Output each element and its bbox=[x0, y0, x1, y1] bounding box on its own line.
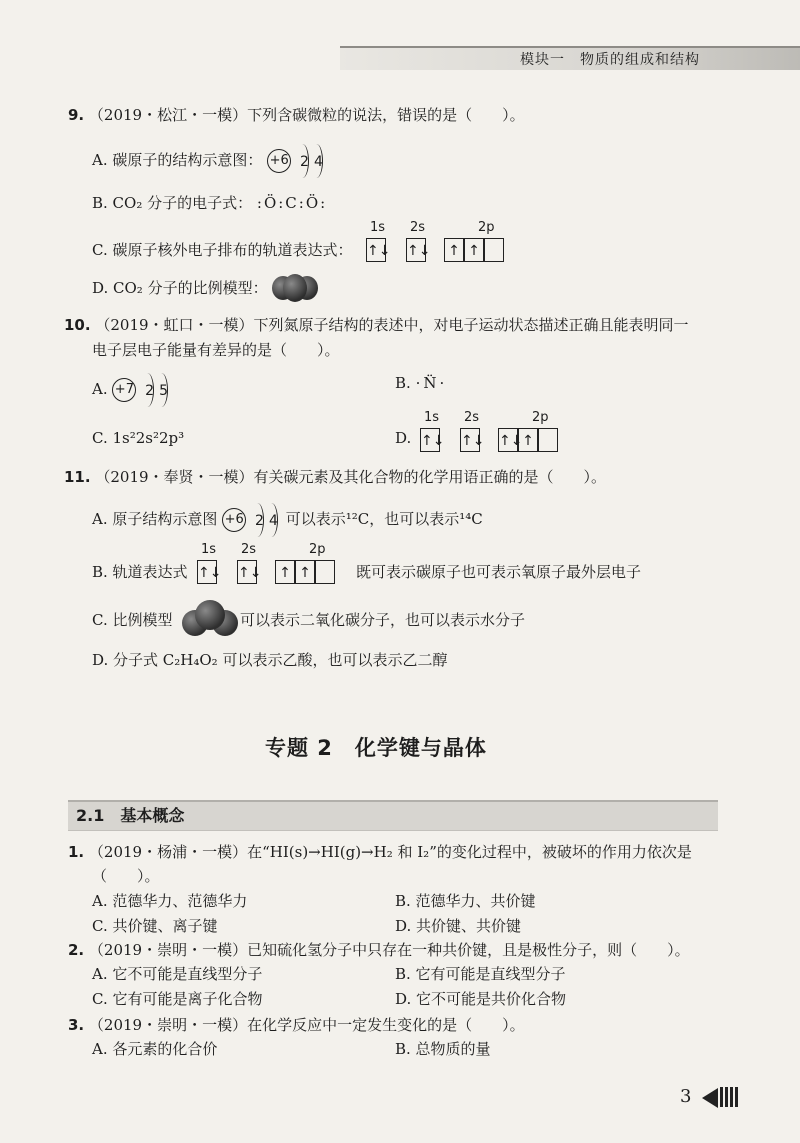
orbital-box bbox=[538, 428, 558, 452]
section-heading: 2.1 基本概念 bbox=[76, 806, 185, 825]
header-module-title: 模块一 物质的组成和结构 bbox=[520, 52, 700, 68]
option-label: A. 原子结构示意图 bbox=[92, 510, 218, 528]
nucleus-circle: +6 bbox=[267, 149, 291, 173]
question-text: （2019・松江・一模）下列含碳微粒的说法，错误的是（ ）。 bbox=[88, 106, 525, 124]
orbital-box: ↑↓ bbox=[460, 428, 480, 452]
orbital-label: 2p bbox=[532, 410, 549, 425]
question-number: 9. bbox=[68, 106, 85, 124]
q10-option-d-label: D. bbox=[395, 429, 412, 447]
orbital-label: 2p bbox=[478, 220, 495, 235]
three-atom-space-filling-model bbox=[182, 600, 238, 638]
shell-count: 2 bbox=[145, 383, 155, 399]
option-label: D. CO₂ 分子的比例模型： bbox=[92, 279, 268, 297]
q9-option-a bbox=[92, 144, 336, 178]
s3-option-a: A. 各元素的化合价 bbox=[92, 1040, 218, 1058]
co2-space-filling-model bbox=[272, 274, 318, 302]
q11-orbital-diagram bbox=[197, 542, 367, 588]
orbital-label: 2p bbox=[309, 542, 326, 557]
nucleus-circle: +6 bbox=[222, 508, 246, 532]
option-label: A. 碳原子的结构示意图： bbox=[92, 151, 263, 169]
orbital-box: ↑↓ bbox=[498, 428, 518, 452]
orbital-label: 1s bbox=[424, 410, 440, 425]
s1-option-c: C. 共价键、离子键 bbox=[92, 917, 218, 935]
q9-option-b bbox=[92, 193, 327, 213]
q9-option-d bbox=[92, 278, 268, 298]
section-question-2-stem bbox=[68, 940, 690, 960]
nucleus-circle: +7 bbox=[112, 378, 136, 402]
question-10-stem-line2: 电子层电子能量有差异的是（ ）。 bbox=[92, 341, 340, 359]
option-label: B. CO₂ 分子的电子式： bbox=[92, 194, 253, 212]
orbital-box: ↑↓ bbox=[237, 560, 257, 584]
option-label: A. bbox=[92, 380, 108, 398]
shell-count: 4 bbox=[313, 154, 323, 170]
orbital-label: 2s bbox=[241, 542, 257, 557]
orbital-box: ↑ bbox=[518, 428, 538, 452]
s2-option-b: B. 它有可能是直线型分子 bbox=[395, 965, 566, 983]
orbital-box bbox=[315, 560, 335, 584]
question-text: （2019・奉贤・一模）有关碳元素及其化合物的化学用语正确的是（ ）。 bbox=[95, 468, 607, 486]
question-9-stem bbox=[68, 105, 525, 125]
q10-option-b bbox=[395, 373, 447, 393]
question-number: 11. bbox=[64, 468, 91, 486]
orbital-label: 2s bbox=[464, 410, 480, 425]
question-number: 3. bbox=[68, 1016, 85, 1034]
s3-option-b: B. 总物质的量 bbox=[395, 1040, 491, 1058]
s1-option-a: A. 范德华力、范德华力 bbox=[92, 892, 248, 910]
orbital-box: ↑↓ bbox=[366, 238, 386, 262]
s1-option-b: B. 范德华力、共价键 bbox=[395, 892, 536, 910]
orbital-box: ↑ bbox=[295, 560, 315, 584]
q10-option-a bbox=[92, 373, 181, 407]
question-10-stem bbox=[64, 315, 689, 335]
orbital-box: ↑↓ bbox=[197, 560, 217, 584]
q10-option-c: C. 1s²2s²2p³ bbox=[92, 429, 185, 447]
electron-shells bbox=[296, 144, 336, 178]
question-text: （2019・崇明・一模）在化学反应中一定发生变化的是（ ）。 bbox=[88, 1016, 525, 1034]
page-tab-marks bbox=[720, 1087, 738, 1107]
section-question-1-stem-line2: （ ）。 bbox=[92, 867, 160, 885]
s2-option-d: D. 它不可能是共价化合物 bbox=[395, 990, 567, 1008]
q11-option-c-label: C. 比例模型 bbox=[92, 611, 173, 629]
shell-count: 4 bbox=[268, 513, 278, 529]
orbital-box: ↑ bbox=[444, 238, 464, 262]
orbital-box: ↑ bbox=[275, 560, 295, 584]
orbital-label: 1s bbox=[370, 220, 386, 235]
s1-option-d: D. 共价键、共价键 bbox=[395, 917, 522, 935]
orbital-box: ↑↓ bbox=[406, 238, 426, 262]
section-question-1-stem bbox=[68, 842, 692, 862]
electron-shells bbox=[251, 503, 281, 537]
electron-formula: :Ö:C:Ö: bbox=[256, 194, 328, 212]
question-11-stem bbox=[64, 467, 606, 487]
option-text: 可以表示¹²C，也可以表示¹⁴C bbox=[285, 510, 483, 528]
q9-option-c-label: C. 碳原子核外电子排布的轨道表达式： bbox=[92, 241, 353, 259]
question-text: （2019・崇明・一模）已知硫化氢分子中只存在一种共价键，且是极性分子，则（ ）。 bbox=[88, 941, 690, 959]
topic-heading: 专题 2 化学键与晶体 bbox=[265, 736, 487, 760]
q11-option-b-text: 既可表示碳原子也可表示氧原子最外层电子 bbox=[356, 563, 642, 581]
q11-option-b-label: B. 轨道表达式 bbox=[92, 563, 188, 581]
s2-option-a: A. 它不可能是直线型分子 bbox=[92, 965, 263, 983]
question-text: （2019・杨浦・一模）在“HI(s)→HI(g)→H₂ 和 I₂”的变化过程中，被破坏的作用力依次是 bbox=[88, 843, 692, 861]
option-label: B. bbox=[395, 374, 411, 392]
page-arrow-icon bbox=[702, 1088, 718, 1108]
question-number: 1. bbox=[68, 843, 85, 861]
orbital-box bbox=[484, 238, 504, 262]
orbital-box: ↑↓ bbox=[420, 428, 440, 452]
q11-option-d: D. 分子式 C₂H₄O₂ 可以表示乙酸，也可以表示乙二醇 bbox=[92, 651, 448, 669]
page-number: 3 bbox=[680, 1086, 692, 1107]
question-text: （2019・虹口・一模）下列氮原子结构的表述中，对电子运动状态描述正确且能表明同一 bbox=[95, 316, 689, 334]
orbital-box: ↑ bbox=[464, 238, 484, 262]
section-question-3-stem bbox=[68, 1015, 525, 1035]
question-number: 10. bbox=[64, 316, 91, 334]
shell-count: 2 bbox=[254, 513, 264, 529]
electron-formula: ·N̈· bbox=[415, 374, 448, 392]
orbital-label: 1s bbox=[201, 542, 217, 557]
s2-option-c: C. 它有可能是离子化合物 bbox=[92, 990, 263, 1008]
shell-count: 5 bbox=[159, 383, 169, 399]
q10-orbital-diagram bbox=[420, 410, 590, 456]
q11-option-c-text: 可以表示二氧化碳分子，也可以表示水分子 bbox=[240, 611, 526, 629]
shell-count: 2 bbox=[299, 154, 309, 170]
q11-option-a bbox=[92, 503, 483, 537]
q9-orbital-diagram bbox=[366, 220, 536, 266]
electron-shells bbox=[141, 373, 181, 407]
question-number: 2. bbox=[68, 941, 85, 959]
orbital-label: 2s bbox=[410, 220, 426, 235]
